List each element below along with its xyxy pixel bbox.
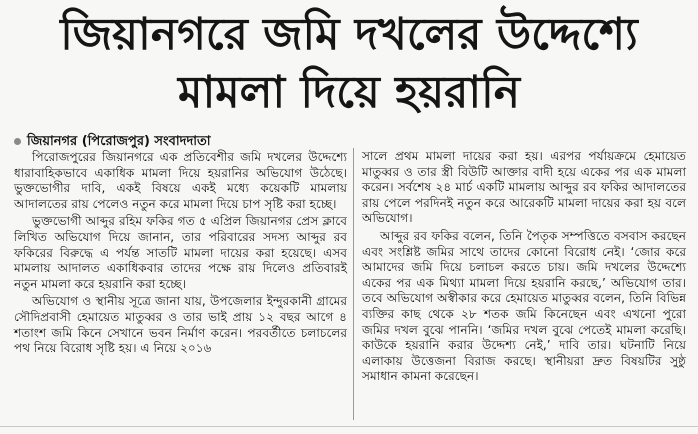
paragraph: অভিযোগ ও স্থানীয় সূত্রে জানা যায়, উপজেলার ইন্দুরকানী গ্রামের সৌদিপ্রবাসী হেমায়েত মাতুব্বর ও তার ভাই প্রায় ১২ বছর আগে ৪ শতাংশ জমি কিনে সেখানে ভবন নির্মাণ করেন। পরবর্তীতে চলাচলের পথ নিয়ে বিরোধ সৃষ্টি হয়। এ নিয়ে ২০১৬: [14, 294, 347, 356]
paragraph: পিরোজপুরের জিয়ানগরে এক প্রতিবেশীর জমি দখলের উদ্দেশ্যে ধারাবাহিকভাবে একাধিক মামলা দিয়ে হয়রানির অভিযোগ উঠেছে। ভুক্তভোগীর দাবি, একই বিষয়ে একই মধ্যে কয়েকটি মামলায় আদালতের রায় পেলেও নতুন করে মামলা দিয়ে চাপ সৃষ্টি করা হচ্ছে।: [14, 150, 347, 211]
headline-line-2: মামলা দিয়ে হয়রানি: [178, 67, 520, 118]
bottom-rule: [0, 426, 698, 427]
left-column: [14, 150, 347, 359]
bullet-icon: [14, 138, 21, 145]
right-column: [362, 149, 686, 387]
paragraph: আব্দুর রব ফকির বলেন, তিনি পৈতৃক সম্পত্তিতে বসবাস করছেন এবং সংশ্লিষ্ট জমির সাথে তাদের কোনো বিরোধ নেই। ‘জোর করে আমাদের জমি দিয়ে চলাচল করতে চায়। জমি দখলের উদ্দেশ্যে একের পর এক মিথ্যা মামলা দিয়ে হয়রানি করছে,’ অভিযোগ তার। তবে অভিযোগ অস্বীকার করে হেমায়েত মাতুব্বর বলেন, তিনি বিভিন্ন ব্যক্তির কাছ থেকে ২৮ শতক জমি কিনেছেন এবং এখনো পুরো জমির দখল বুঝে পাননি। ‘জমির দখল বুঝে পেতেই মামলা করেছি। কাউকে হয়রানি করার উদ্দেশ্য নেই,’ দাবি তার। ঘটনাটি নিয়ে এলাকায় উত্তেজনা বিরাজ করছে। স্থানীয়রা দ্রুত বিষয়টির সুষ্ঠু সমাধান কামনা করেছেন।: [362, 228, 686, 384]
headline-line-1: জিয়ানগরে জমি দখলের উদ্দেশ্যে: [60, 9, 638, 60]
headline: [0, 6, 698, 122]
paragraph: ভুক্তভোগী আব্দুর রহিম ফকির গত ৫ এপ্রিল জিয়ানগর প্রেস ক্লাবে লিখিত অভিযোগ দিয়ে জানান, তার পরিবারের সদস্য আব্দুর রব ফকিরের বিরুদ্ধে এ পর্যন্ত সাতটি মামলা দায়ের করা হয়েছে। এসব মামলায় আদালত একাধিকবার তাদের পক্ষে রায় দিলেও প্রতিবারই নতুন মামলা করে হয়রানি করা হচ্ছে।: [14, 214, 347, 291]
paragraph: সালে প্রথম মামলা দায়ের করা হয়। এরপর পর্যায়ক্রমে হেমায়েত মাতুব্বর ও তার স্ত্রী বিউটি আক্তার বাদী হয়ে একের পর এক মামলা করেন। সর্বশেষ ২৪ মার্চ একটি মামলায় আব্দুর রব ফকির আদালতের রায় পেলে পরদিনই নতুন করে আরেকটি মামলা দায়ের করা হয় বলে অভিযোগ।: [362, 149, 686, 226]
byline-text: জিয়ানগর (পিরোজপুর) সংবাদদাতা: [27, 134, 211, 149]
column-divider: [353, 148, 354, 420]
